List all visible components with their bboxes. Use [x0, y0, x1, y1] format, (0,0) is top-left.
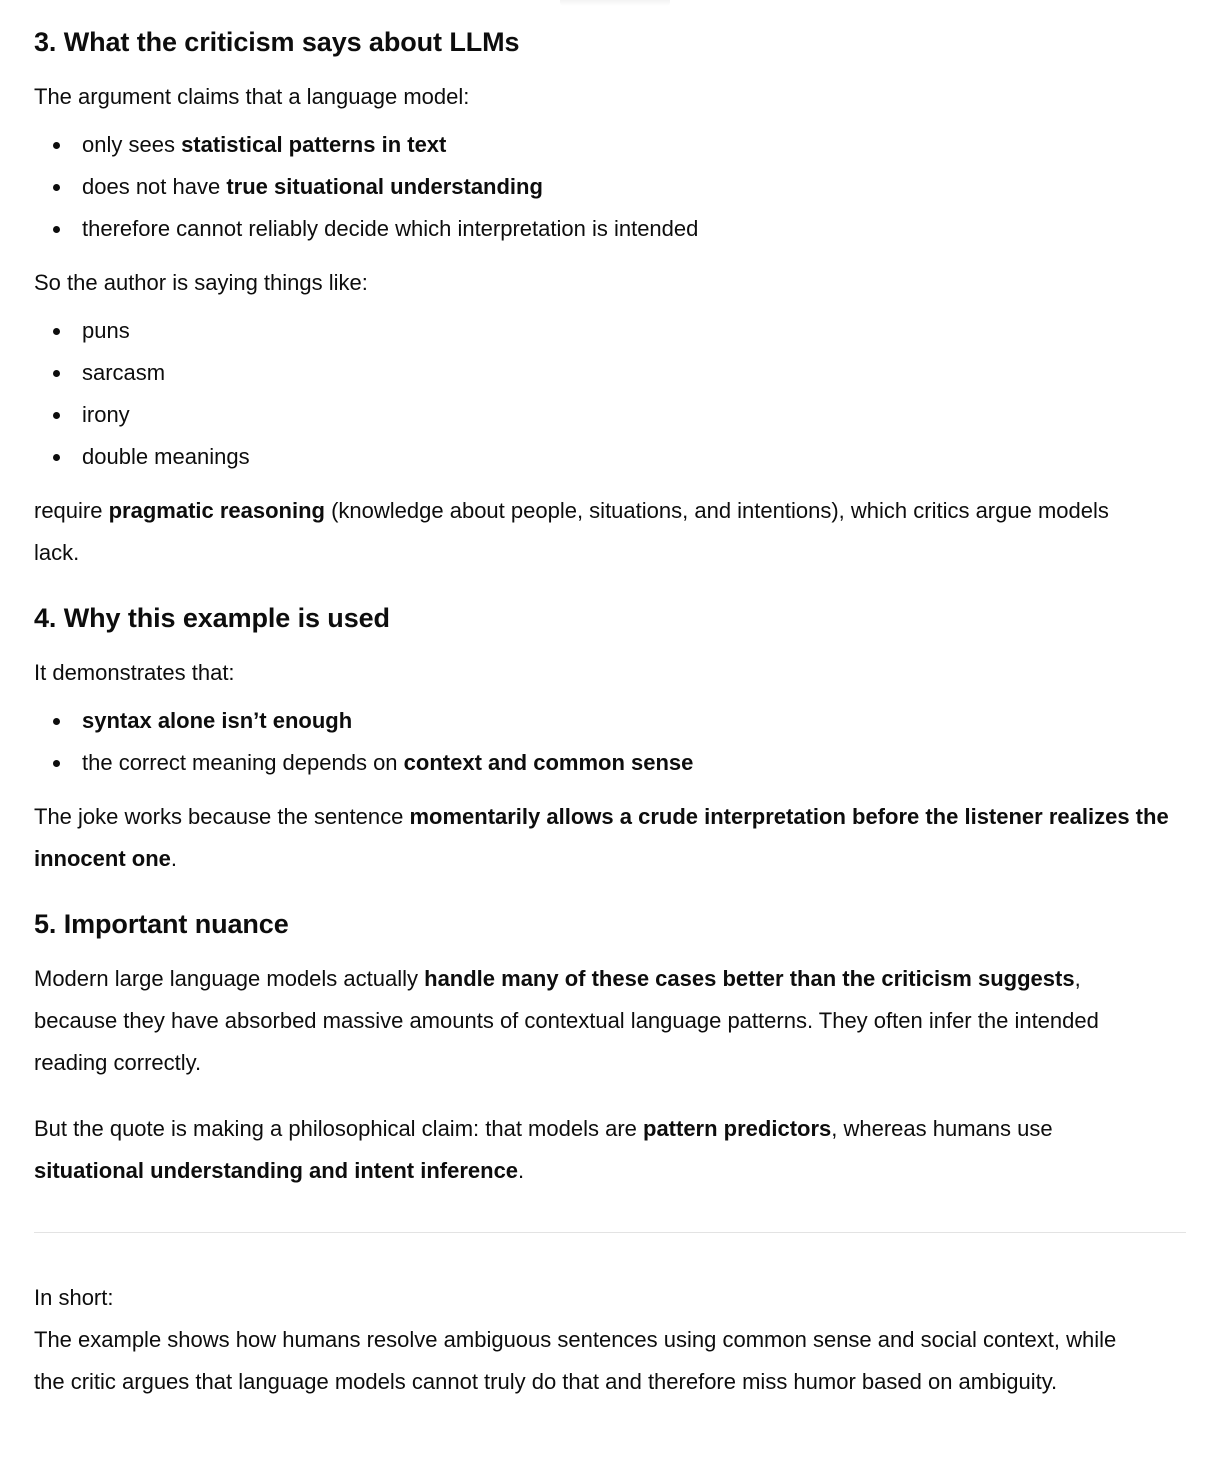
list-item: therefore cannot reliably decide which interpretation is intended [34, 208, 1186, 250]
paragraph: It demonstrates that: [34, 660, 235, 685]
bullet-list [34, 124, 1186, 250]
bullet-list [34, 700, 1186, 784]
section-heading: 3. What the criticism says about LLMs [34, 27, 520, 57]
paragraph: Modern large language models actually handle many of these cases better than the criticism suggests, because they have absorbed massive amounts of contextual language patterns. They often infer the intended reading correctly. [34, 966, 1099, 1075]
list-item: irony [34, 394, 1186, 436]
section-heading: 4. Why this example is used [34, 603, 390, 633]
list-item: only sees statistical patterns in text [34, 124, 1186, 166]
list-item: does not have true situational understanding [34, 166, 1186, 208]
list-item: sarcasm [34, 352, 1186, 394]
paragraph: So the author is saying things like: [34, 270, 368, 295]
paragraph: The argument claims that a language model: [34, 84, 470, 109]
list-item: double meanings [34, 436, 1186, 478]
scroll-fade-edge [560, 0, 670, 6]
summary-label: In short: [34, 1285, 114, 1310]
list-item: the correct meaning depends on context and common sense [34, 742, 1186, 784]
paragraph: The joke works because the sentence momentarily allows a crude interpretation before the listener realizes the innocent one. [34, 804, 1169, 871]
section-heading: 5. Important nuance [34, 909, 289, 939]
paragraph: But the quote is making a philosophical claim: that models are pattern predictors, whereas humans use situational understanding and intent inference. [34, 1116, 1053, 1183]
bullet-list [34, 310, 1186, 478]
summary-text: The example shows how humans resolve ambiguous sentences using common sense and social context, while the critic argues that language models cannot truly do that and therefore miss humor based on ambiguity. [34, 1327, 1117, 1394]
paragraph: require pragmatic reasoning (knowledge about people, situations, and intentions), which critics argue models lack. [34, 498, 1109, 565]
list-item: syntax alone isn’t enough [34, 700, 1186, 742]
list-item: puns [34, 310, 1186, 352]
divider [34, 1232, 1186, 1233]
